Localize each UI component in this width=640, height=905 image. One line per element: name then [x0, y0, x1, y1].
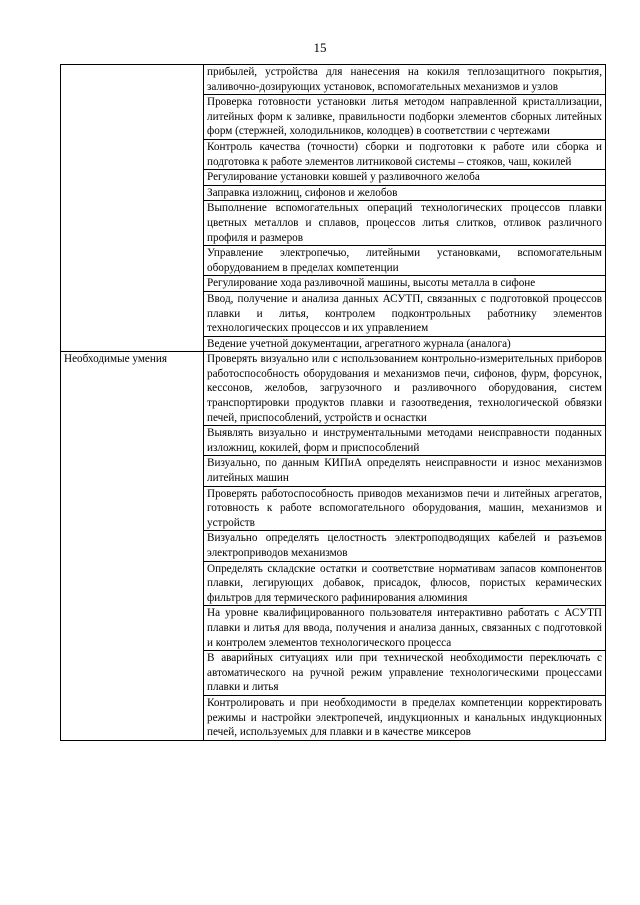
- table-cell-text: прибылей, устройства для нанесения на кокиля теплозащитного покрытия, заливочно-дозирующих установок, вспомогательных механизмов и узлов: [204, 65, 606, 95]
- table-cell-text: Выполнение вспомогательных операций технологических процессов плавки цветных металлов и сплавов, процессов литья слитков, отливок различного профиля и размеров: [204, 201, 606, 246]
- table-cell-text: Контролировать и при необходимости в пределах компетенции корректировать режимы и настройки электропечей, индукционных и канальных индукционных печей, используемых для плавки и в качестве миксеров: [204, 695, 606, 740]
- table-cell-text: Определять складские остатки и соответствие нормативам запасов компонентов плавки, легирующих добавок, присадок, флюсов, пористых керамических фильтров для термического рафинирования алюминия: [204, 561, 606, 606]
- table-cell-text: На уровне квалифицированного пользователя интерактивно работать с АСУТП плавки и литья для ввода, получения и анализа данных, связанных с подготовкой и контролем элементов технологического процесса: [204, 606, 606, 651]
- table-cell-text: В аварийных ситуациях или при технической необходимости переключать с автоматического на ручной режим управление технологическими процессами плавки и литья: [204, 651, 606, 696]
- section-label: [61, 65, 204, 352]
- table-cell-text: Ведение учетной документации, агрегатного журнала (аналога): [204, 336, 606, 352]
- table-cell-text: Регулирование хода разливочной машины, высоты металла в сифоне: [204, 276, 606, 292]
- requirements-table: [60, 64, 606, 741]
- requirements-table-body: [61, 65, 606, 741]
- table-cell-text: Выявлять визуально и инструментальными методами неисправности поданных изложниц, кокилей, форм и приспособлений: [204, 426, 606, 456]
- table-cell-text: Проверять работоспособность приводов механизмов печи и литейных агрегатов, готовность к работе вспомогательного оборудования, машин, механизмов и устройств: [204, 486, 606, 531]
- section-label: Необходимые умения: [61, 352, 204, 740]
- table-row: [61, 65, 606, 95]
- table-cell-text: Проверка готовности установки литья методом направленной кристаллизации, литейных форм к заливке, правильности подборки элементов сборных литейных форм (стержней, холодильников, колодцев) в соответствии с чертежами: [204, 95, 606, 140]
- table-cell-text: Контроль качества (точности) сборки и подготовки к работе или сборка и подготовка к работе элементов литниковой системы – стояков, чаш, кокилей: [204, 139, 606, 169]
- table-cell-text: Ввод, получение и анализа данных АСУТП, связанных с подготовкой процессов плавки и литья, контролем подконтрольных работнику элементов технологических процессов и их управлением: [204, 291, 606, 336]
- page-number: 15: [313, 40, 327, 55]
- table-cell-text: Визуально, по данным КИПиА определять неисправности и износ механизмов литейных машин: [204, 456, 606, 486]
- table-cell-text: Визуально определять целостность электроподводящих кабелей и разъемов электроприводов механизмов: [204, 531, 606, 561]
- table-cell-text: Управление электропечью, литейными установками, вспомогательным оборудованием в пределах компетенции: [204, 246, 606, 276]
- table-row: [61, 352, 606, 426]
- table-cell-text: Заправка изложниц, сифонов и желобов: [204, 185, 606, 201]
- table-cell-text: Регулирование установки ковшей у разливочного желоба: [204, 170, 606, 186]
- table-cell-text: Проверять визуально или с использованием контрольно-измерительных приборов работоспособность оборудования и механизмов печи, сифонов, фурм, форсунок, кессонов, желобов, загрузочного и разливочного оборудования, систем транспортировки продуктов плавки и газоотведения, технологической обвязки печей, приспособлений, устройств и оснастки: [204, 352, 606, 426]
